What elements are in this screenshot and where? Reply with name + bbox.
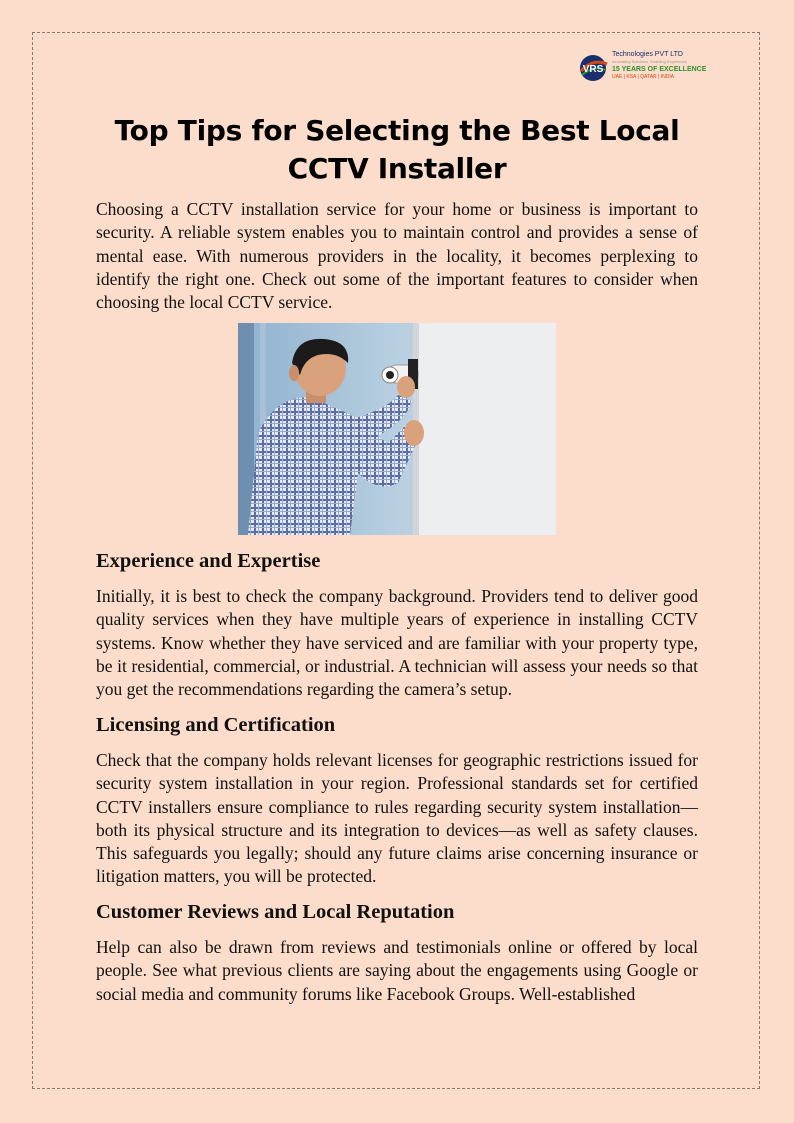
logo-countries: UAE | KSA | QATAR | INDIA [612, 74, 675, 80]
logo-tagline: Innovating Solutions, Enabling Experience [612, 59, 687, 64]
section-heading-experience: Experience and Expertise [96, 550, 321, 572]
section-heading-reviews: Customer Reviews and Local Reputation [96, 901, 455, 923]
section-heading-licensing: Licensing and Certification [96, 714, 336, 736]
section-body-reviews: Help can also be drawn from reviews and testimonials online or offered by local people. See what previous clients are saying about the engagements using Google or social media and community forums like Facebook Groups. Well-established [96, 937, 698, 1004]
intro-paragraph: Choosing a CCTV installation service for your home or business is important to security. A reliable system enables you to maintain control and provides a sense of mental ease. With numerous providers in the locality, it becomes perplexing to identify the right one. Check out some of the important features to consider when choosing the local CCTV service. [96, 199, 698, 313]
technician-installing-cctv-camera-photo [238, 323, 556, 535]
section-body-experience: Initially, it is best to check the company background. Providers tend to deliver good quality services when they have multiple years of experience in installing CCTV systems. Know whether they have serviced and are familiar with your property type, be it residential, commercial, or industrial. A technician will assess your needs so that you get the recommendations regarding the camera’s setup. [96, 586, 698, 700]
logo-company-name: Technologies PVT LTD [612, 51, 683, 58]
logo-mark: VRS [582, 64, 604, 75]
vrs-logo-icon [578, 53, 610, 83]
section-body-licensing: Check that the company holds relevant licenses for geographic restrictions issued for security system installation in your region. Professional standards set for certified CCTV installers ensure compliance to rules regarding security system installation—both its physical structure and its integration to devices—as well as safety clauses. This safeguards you legally; should any future claims arise concerning insurance or litigation matters, you will be protected. [96, 750, 698, 887]
page-title: Top Tips for Selecting the Best Local CCTV Installer [114, 114, 680, 185]
company-logo [578, 51, 708, 87]
cctv-installation-photo [238, 323, 556, 535]
logo-years: 15 YEARS OF EXCELLENCE [612, 66, 707, 73]
